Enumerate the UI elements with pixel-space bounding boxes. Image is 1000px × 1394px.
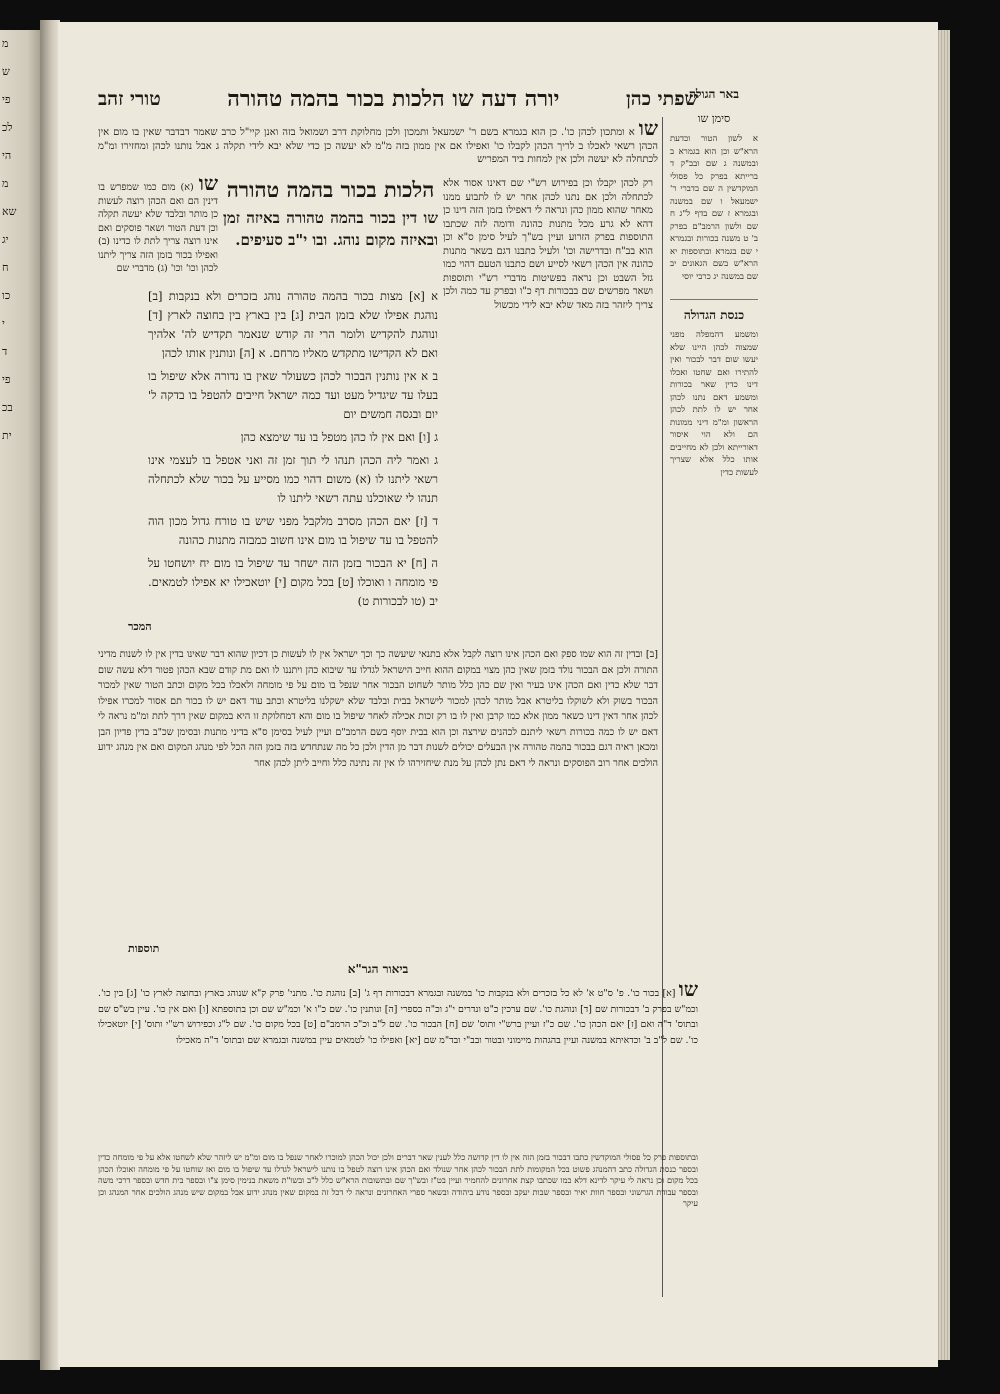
left-page-fragment: שא (2, 205, 17, 218)
left-page-fragment: י (2, 317, 5, 330)
seif-1: א [א] מצות בכור בהמה טהורה נוהג בזכרים ולא בנקבות [ב] נוהגת אפילו שלא בזמן הבית [ג] בין בארץ בין בחוצה לארץ [ד] ונוהגת להקדיש ולומר הרי זה קודש שנאמר תקדיש לה' אלהיך ואם לא הקדישו מתקדש מאליו מרחם. א [ה] ונותנין אותו לכהן (148, 289, 438, 360)
left-page-fragment: פי (2, 93, 11, 106)
shach-top-text: א ומתכון לכהן כו'. כן הוא בגמרא בשם ר' ישמעאל ותמכון ולכן מחלוקת דרב ושמואל בזה ואנן קיי"ל כרב שאמר דבדבר שאין בו מום אין הכהן רשאי לאכלו ב לריך הכהן לקבלו כו' ואפילו אם אין ממון בזה מ"מ לא יעשה כן כדי שלא יבא לידי תקלה ג אבל נותנו לכהן ומחזירו ומ"מ לכתחלה לא יעשה ולכן אין למחות ביד המפריש (98, 127, 658, 165)
siman-label: סימן שו (697, 112, 731, 125)
shach-wide-text: [ב] ובדין זה הוא שמו ספק ואם הכהן אינו רוצה לקבל אלא בתנאי שיעשה כך וכך ישראל אין לו לעשות כן דכיון שהוא דבר שאינו בדין אין לו לשנות מדיני התורה ולכן אם הבכור נולד בזמן שאין כהן מצוי במקום ההוא חייב הישראל לגדלו עד שיבוא כהן ויתננו לו ואם מת קודם שבא הכהן פטור דלא עשה שום דבר שלא כדין ואם הכהן אינו בעיר ואין שם כהן כלל מותר לשחוט הבכור אחר שנפל בו מום על פי מומחה ולאכלו בכל מקום וכתב הטור שאין למכור הבכור בשוק ולא לשוקלו בליטרא אבל מותר לכהן למכור לישראל בבית ובלבד שלא ישקלנו בליטרא וכתב עוד דאם יש לו בכור תם אסור למכרו אפילו לכהן אחר דאין דינו כשאר ממון אלא כמו קרבן ואין לו בו רק זכות אכילה לאחר שיפול בו מום והא דמחלוקת זו היא במקום שאין דרך לתת ומ"מ נראה לי דאם יש לו כמה בכורות רשאי ליתנם לכהנים שירצה וכן הוא בבית יוסף בשם הרמב"ם ועיין לעיל בסימן ס"א בדיני מתנות ובסימן שכ"ב בדין פדיון הבן ומכאן ראיה דגם בבכור בהמה טהורה אין הבעלים יכולים לשנות דבר מן הדין ולכן כל מה שנתחדש בזה בזמן הזה הכל לפי מנהג המקום ואם אין מנהג ידוע הולכים אחר רוב הפוסקים ונראה לי דאם נתן לכהן על מנת שיחזירהו לו אין זה נתינה כלל וחייב ליתן לכהן אחר (98, 649, 658, 769)
seif-2: ב א אין נותנין הבכור לכהן כשעולר שאין בו נדורה אלא שיפול בו בעלו עד שיגדיל מעט ועד כמה ישראל חייבים להטפל בו בדקה ל' יום ובגסה חמשים יום (148, 369, 438, 421)
left-page-fragment: ח (2, 261, 9, 274)
left-page-fragment: ד (2, 345, 8, 358)
seif-4: ד [ז] יאם הכהן מסרב מלקבל מפני שיש בו טורח גדול מכון הוה להטפל בו עד שיפול בו מום אינו חשוב כמבזה מתנות כהונה (148, 514, 438, 547)
header-taz: טורי זהב (98, 87, 161, 110)
left-page-fragment: ש (2, 65, 10, 78)
left-page-fragment: מ (2, 37, 9, 50)
header-title: יורה דעה שו הלכות בכור בהמה טהורה (227, 86, 560, 112)
shach-top-band (98, 116, 658, 167)
left-page-fragment: בכ (2, 401, 13, 414)
shach-right-column (443, 177, 653, 637)
left-page-fragment: ית (2, 429, 12, 442)
taz-siman-mark: שו (198, 171, 219, 195)
header-shach: שפתי כהן (625, 87, 698, 110)
right-page (58, 22, 938, 1367)
hilkhot-title: הלכות בכור בהמה טהורה (226, 177, 435, 202)
left-page-text-fragments (0, 30, 40, 450)
left-page-fragment: יג (2, 233, 9, 246)
column-divider (662, 117, 663, 1297)
shulchan-aruch-text (148, 287, 438, 615)
section-label-hamecher: המכר (128, 620, 152, 633)
siman-heading: שו דין בכור בהמה טהורה באיזה זמן ובאיזה מקום נוהג. ובו י"ב סעיפים. (223, 209, 438, 249)
section-label-tosafot: תוספות (128, 942, 160, 955)
beer-hagolah-title: באר הגולה (688, 87, 739, 101)
left-page-fragment: מ (2, 177, 9, 190)
knesset-hagedolah-title: כנסת הגדולה (670, 299, 758, 323)
bottom-notes: ובתוספות פרק כל פסולי המוקדשין כתבו דבכור בזמן הזה אין לו דין קדושה כלל לענין שאר דברים ולכן יכול הכהן למוכרו לאחר שנפל בו מום ומ"מ יש ליזהר שלא לשחטו אלא על פי מומחה כדין ובספר כנסת הגדולה כתב דהמנהג פשוט בכל המקומות לתת הבכור לכהן אחר שנולד ואם הכהן אינו רוצה לטפל בו נותנו לישראל לגדלו עד שיפול בו מום ואז שוחטו על פי מומחה ואוכלו הכהן בכל מקום וכן נראה לי עיקר לדינא דלא כמו שכתבו קצת אחרונים להחמיר ועיין בט"ז ובש"ך שם ובתשובות הרא"ש כלל ל"ב ובשו"ת משאת בנימין סימן צ"ו ובספר בית חדש ובספר דרכי משה ובספר עבודת הגרשוני ובספר חוות יאיר ובספר שבות יעקב ובספר נודע ביהודה ובשאר ספרי האחרונים ונראה לי דכל זה במקום שאין מנהג ידוע אבל במקום שיש מנהג הולכים אחר המנהג וכן עיקר (98, 1152, 698, 1208)
running-header (98, 84, 698, 114)
seif-5: ה [ח] יא הבכור בזמן הזה ישחר עד שיפול בו מום יח יושחטו על פי מומחה ו ואוכלו [ט] בכל מקום [י] יוטאכילו יא אפילו לטמאים. יב (טו לבכורות ט) (148, 556, 438, 608)
siman-mark: שו (638, 116, 658, 140)
left-page-fragment: פי (2, 373, 11, 386)
left-page-fragment: לכ (2, 121, 13, 134)
gra-body: [א] בכור כו'. פ' ס"ט א' לא כל בזכרים ולא בנקבות כו' במשנה ובגמרא דבכורות דף ג' [ב] נוהגת כו'. מתני' פרק ק"א שנוהג בארץ ובחוצה לארץ כו' [ג] בין כו'. וכמ"ש בפרק ב' דבכורות שם [ד] ונוהגת כו'. שם ערכין כ"ט ונדרים י"ג וכ"ה בספרי [ה] ונותנין כו'. שם כ"ו א' וכמ"ש שם וכן בתוספתא [ו] ואם אין כו'. עיין בש"ס שם ובתוס' ד"ה ואם [ז] יאם הכהן כו'. שם כ"ז ועיין ברש"י ותוס' שם [ח] הבכור כו'. שם ל"ב וכ"כ הרמב"ם [ט] בכל מקום כו'. שם ל"ג וכפירוש רש"י ותוס' [י] יוטאכילו כו'. שם ל"ב ב' וכדאיתא במשנה ועיין בהגהות מיימוני ובטור ובב"י ובד"מ שם [יא] ואפילו כו' לטמאים עיין במשנה ובגמרא שם ובתוס' ד"ה מאכילו (98, 988, 698, 1046)
shach-right-text: רק לכהן יקבלו וכן בפירוש רש"י שם דאינו אסור אלא לכתחלה ולכן אם נתנו לכהן אחר יש לו לתבוע ממנו מאחר שהוא ממון כהן ונראה לי דאפילו בזמן הזה דינו כן דהא לא גרע מכל מתנות כהונה ודומה לזה שכתבו התוספות בפרק הזרוע ועיין בש"ך לעיל סימן ס"א וכן הוא בב"ח ובדרישה וכו' ולעיל כתבנו דגם בשאר מתנות כהונה אין הכהן רשאי לסייע ושם כתבנו הטעם דהוי כמו גזל השבט וכן נראה בפשיטות מדברי רש"י ותוספות ושאר מפרשים שם בבכורות דף כ"ו ובפרק עד כמה ולכן צריך ליזהר בזה מאד שלא יבא לידי מכשול (443, 178, 653, 311)
gra-siman-mark: שו (678, 977, 698, 1001)
left-page-fragment: כו (2, 289, 11, 302)
beer-hagolah-text: א לשון הטור וכדעת הרא"ש וכן הוא בגמרא ב ובמשנה ג שם ובב"ק ד ברייתא בפרק כל פסולי המוקדשין ה שם בדברי ר' ישמעאל ו שם במשנה ובגמרא ז שם בדף ל"ג ח שם ולשון הרמב"ם בפרק ב' ט משנה בכורות ובגמרא י שם בגמרא ובתוספות יא הרא"ש בשם הגאונים יב שם במשנה יג כרבי יוסי (670, 134, 758, 282)
book-gutter (40, 20, 60, 1370)
seif-2b: ג [ו] ואם אין לו כהן מטפל בו עד שימצא כהן (240, 430, 438, 444)
biur-hagra-text (98, 977, 698, 1048)
facing-left-page (0, 30, 40, 1360)
left-page-fragment: הי (2, 149, 12, 162)
taz-text: (א) מום כמו שמפרש בו דינין הם ואם הכהן רוצה לעשות כן מותר ובלבד שלא יעשה תקלה וכן דעת הטור ושאר פוסקים ואם אינו רוצה צריך לתת לו כדינו (ב) ואפילו בכור בזמן הזה צריך ליתנו לכהן וכו' וכו' (ג) מדברי שם (98, 182, 218, 274)
shach-wide-commentary (98, 647, 658, 771)
knesset-hagedolah-text: ומשמע דהמפלה מפני שמצוה לכהן היינו שלא יעשו שום דבר לבכור ואין להתירו ואם שחטו ואכלו דינו כדין שאר בכורות ומשמע דאם נתנו לכהן אחר יש לו לתת לכהן הראשון ומ"מ דיני ממונות הם ולא הוי איסור דאורייתא ולכן לא מחייבים אותו כלל אלא שצריך לעשות כדין (670, 330, 758, 478)
main-heading-block (223, 177, 438, 251)
beer-hagolah-column (670, 87, 758, 1327)
biur-hagra-title: ביאור הגר"א (347, 962, 409, 976)
seif-3: ג ואמר ליה הכהן תנהו לי תוך זמן זה ואני אטפל בו לעצמי אינו רשאי ליתנו לו (א) משום דהוי כמו מסייע על בכור שלא לכתחלה תנהו לי שאוכלנו עתה רשאי ליתנו לו (148, 453, 438, 505)
